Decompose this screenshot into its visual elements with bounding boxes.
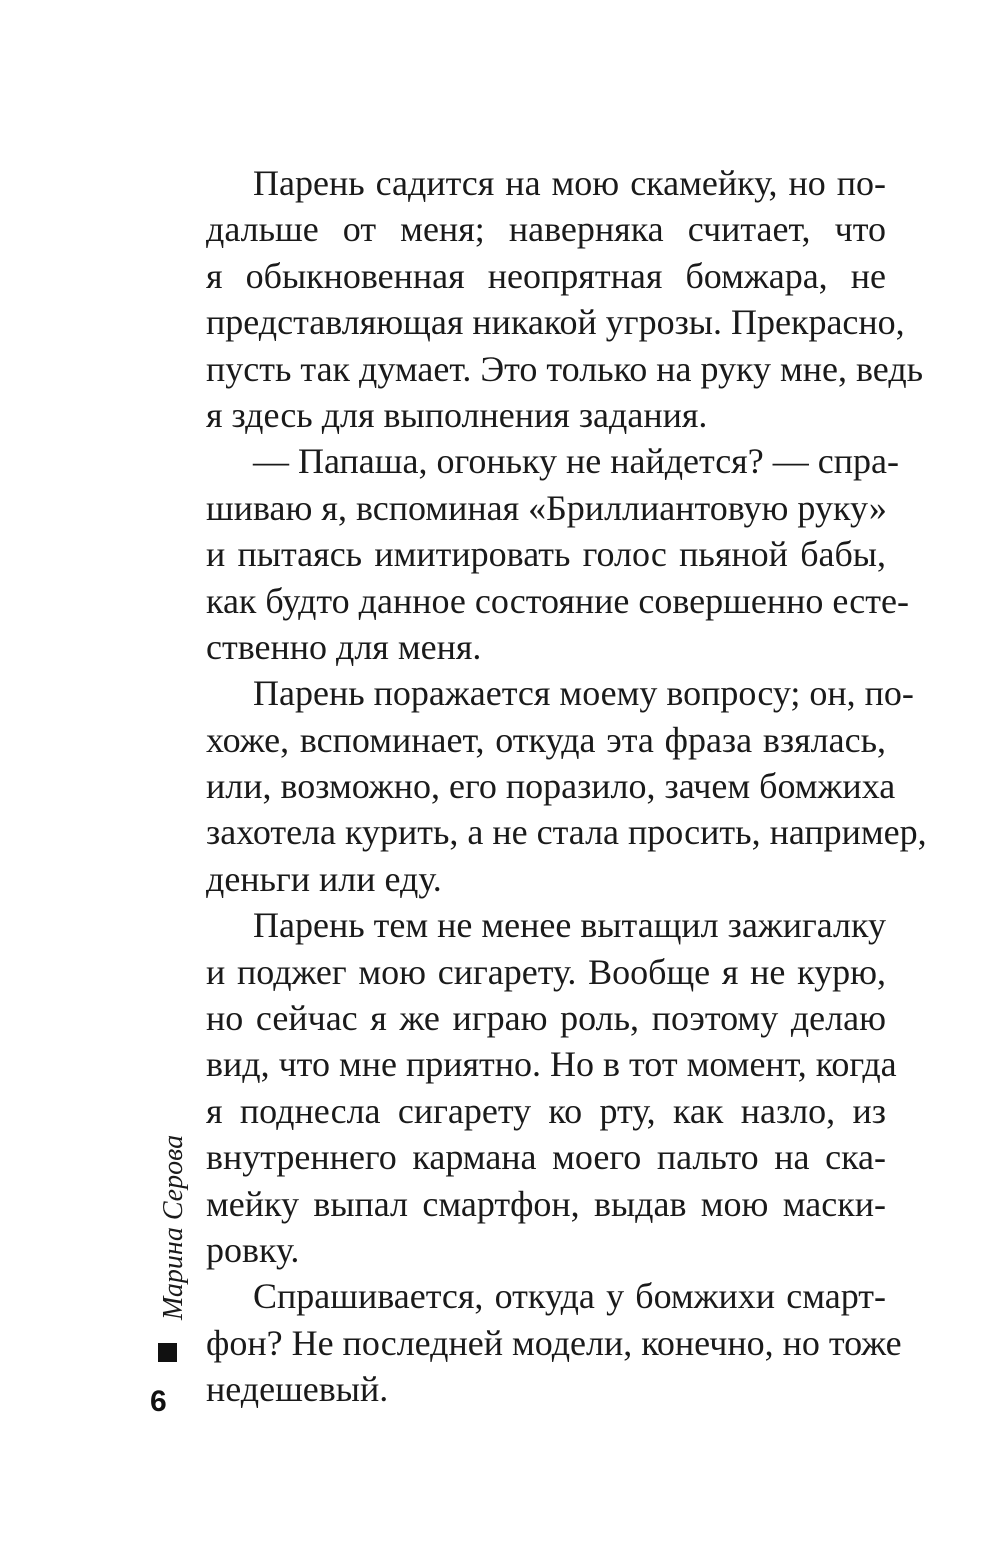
text-line: я обыкновенная неопрятная бомжара, не (206, 255, 886, 296)
text-line: внутреннего кармана моего пальто на ска- (206, 1137, 886, 1178)
text-line: как будто данное состояние совершенно есте- (206, 580, 909, 621)
text-line: я поднесла сигарету ко рту, как назло, из (206, 1090, 886, 1131)
text-line: шиваю я, вспоминая «Бриллиантовую руку» (206, 487, 887, 528)
text-line: я здесь для выполнения задания. (206, 394, 708, 435)
square-marker-icon (158, 1343, 177, 1362)
paragraph (206, 902, 897, 1273)
text-line: — Папаша, огоньку не найдется? — спра- (253, 441, 899, 482)
text-line: Парень тем не менее вытащил зажигалку (253, 905, 886, 946)
paragraph (206, 160, 924, 438)
text-line: пусть так думает. Это только на руку мне, ведь (206, 348, 924, 389)
text-line: мейку выпал смартфон, выдав мою маски- (206, 1183, 886, 1224)
text-line: вид, что мне приятно. Но в тот момент, когда (206, 1044, 897, 1085)
text-line: хоже, вспоминает, откуда эта фраза взялась, (206, 719, 886, 760)
text-line: ровку. (206, 1229, 300, 1270)
page-body-text (206, 160, 927, 1413)
text-line: Парень поражается моему вопросу; он, по- (253, 673, 914, 714)
paragraph (206, 438, 909, 670)
text-line: и поджег мою сигарету. Вообще я не курю, (206, 951, 886, 992)
text-line: недешевый. (206, 1369, 389, 1410)
text-line: Парень садится на мою скамейку, но по- (253, 163, 886, 203)
page-number: 6 (150, 1385, 167, 1418)
text-line: или, возможно, его поразило, зачем бомжиха (206, 766, 896, 807)
text-line: но сейчас я же играю роль, поэтому делаю (206, 998, 886, 1039)
text-line: деньги или еду. (206, 858, 442, 899)
text-line: и пытаясь имитировать голос пьяной бабы, (206, 534, 886, 575)
text-line: представляющая никакой угрозы. Прекрасно, (206, 302, 905, 343)
paragraph (206, 670, 927, 902)
paragraph (206, 1273, 902, 1412)
text-line: фон? Не последней модели, конечно, но тоже (206, 1322, 902, 1363)
text-line: дальше от меня; наверняка считает, что (206, 209, 886, 250)
text-line: захотела курить, а не стала просить, например, (206, 812, 927, 853)
text-line: ственно для меня. (206, 626, 482, 667)
text-line: Спрашивается, откуда у бомжихи смарт- (253, 1276, 886, 1317)
running-head-author: Марина Серова (158, 1134, 189, 1320)
